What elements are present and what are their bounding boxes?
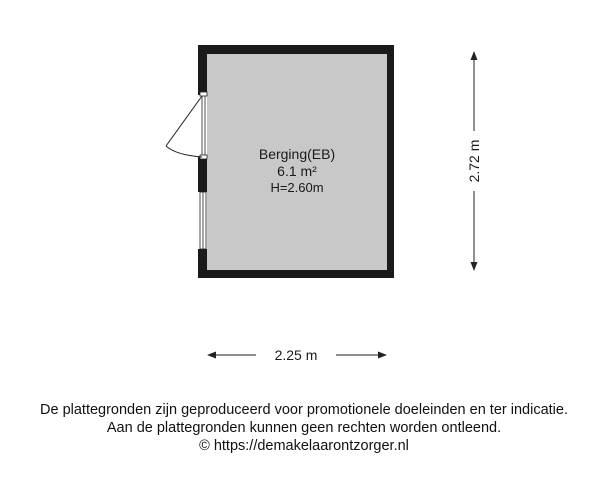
width-arrow-right: [378, 352, 387, 359]
door-jamb: [200, 92, 207, 96]
width-dimension-label: 2.25 m: [256, 347, 336, 363]
room-height: H=2.60m: [270, 180, 324, 195]
door-swing-arc: [166, 146, 202, 157]
door-leaf: [166, 96, 202, 146]
disclaimer-line-2: Aan de plattegronden kunnen geen rechten worden ontleend.: [106, 420, 502, 436]
room-name: Berging(EB): [258, 146, 336, 162]
room-area: 6.1 m²: [277, 163, 317, 179]
room-floor: [207, 54, 387, 270]
depth-arrow-top: [471, 51, 478, 60]
width-arrow-left: [207, 352, 216, 359]
depth-dimension-label: 2.72 m: [465, 131, 483, 191]
depth-arrow-bottom: [471, 262, 478, 271]
copyright-line: © https://demakelaarontzorger.nl: [199, 438, 409, 454]
disclaimer-line-1: De plattegronden zijn geproduceerd voor promotionele doeleinden en ter indicatie.: [40, 402, 568, 418]
